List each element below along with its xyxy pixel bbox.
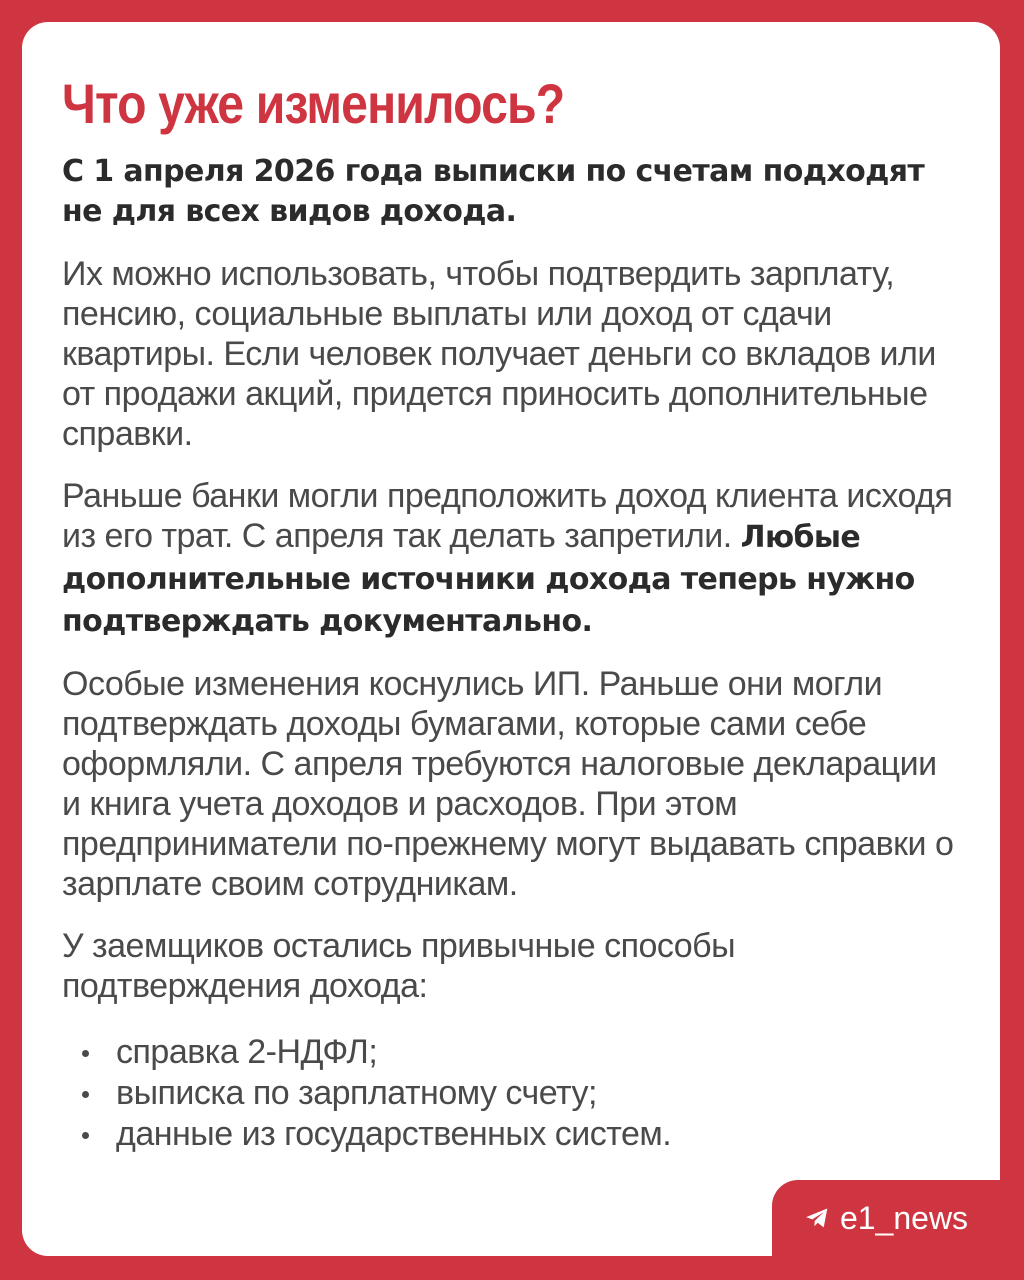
list-item-text: выписка по зарплатному счету; [116,1074,597,1112]
list-item-text: данные из государственных систем. [116,1115,672,1153]
list-item [62,1032,960,1073]
bullet-icon [82,1050,89,1057]
channel-handle: e1_news [839,1200,969,1236]
lead-paragraph: С 1 апреля 2026 года выписки по счетам подходят не для всех видов дохода. [62,154,925,229]
bullet-icon [82,1091,89,1098]
content-card [22,22,1000,1256]
paragraph-banks-assumptions [62,476,960,642]
bullet-icon [82,1132,89,1139]
list-item [62,1114,960,1155]
paragraph-banks-regular-text: Раньше банки могли предположить доход клиента исходя из его трат. С апреля так делать запретили. [62,477,953,555]
paragraph-borrowers: У заемщиков остались привычные способы подтверждения дохода: [62,927,736,1005]
list-item-text: справка 2-НДФЛ; [116,1033,378,1071]
source-badge[interactable] [772,1180,1000,1256]
paragraph-ip-changes: Особые изменения коснулись ИП. Раньше они могли подтверждать доходы бумагами, которые сами себе оформляли. С апреля требуются налоговые декларации и книга учета доходов и расходов. При этом предприниматели по-прежнему могут выдавать справки о зарплате своим сотрудникам. [62,665,954,903]
telegram-icon [804,1205,830,1231]
page-title: Что уже изменилось? [62,72,565,135]
confirmation-methods-list [62,1032,960,1155]
paragraph-banks-bold-text: Любые дополнительные источники дохода теперь нужно подтверждать документально. [62,520,915,639]
paragraph-income-types: Их можно использовать, чтобы подтвердить зарплату, пенсию, социальные выплаты или доход от сдачи квартиры. Если человек получает деньги со вкладов или от продажи акций, придется приносить дополнительные справки. [62,255,936,453]
list-item [62,1073,960,1114]
